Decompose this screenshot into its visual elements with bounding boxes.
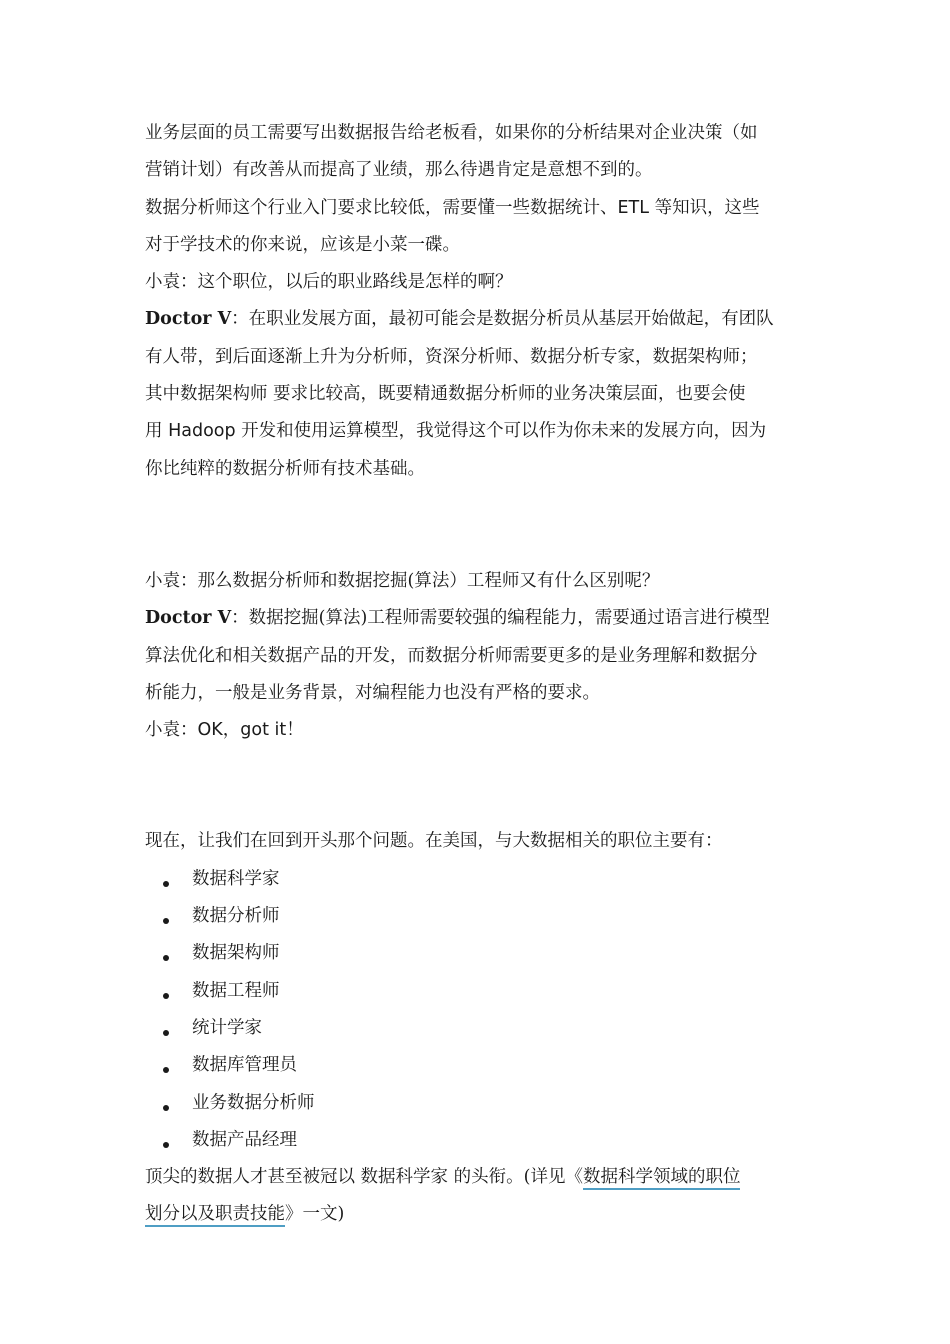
text-line: ：数据挖掘(算法)工程师需要较强的编程能力，需要通过语言进行模型 bbox=[231, 608, 770, 629]
text-hadoop: Hadoop bbox=[168, 421, 236, 442]
text-line: 小袁：这个职位，以后的职业路线是怎样的啊？ bbox=[145, 272, 513, 293]
text-line: 用 bbox=[145, 421, 169, 442]
list-item bbox=[145, 898, 815, 935]
text-line: 析能力，一般是业务背景，对编程能力也没有严格的要求。 bbox=[145, 682, 600, 703]
text-line: 开发和使用运算模型，我觉得这个可以作为你未来的发展方向，因为 bbox=[235, 421, 767, 442]
list-item bbox=[145, 1122, 815, 1159]
paragraph-intro bbox=[145, 823, 815, 860]
bullet-icon bbox=[163, 955, 169, 961]
list-item-label: 统计学家 bbox=[192, 1017, 262, 1038]
article-link-continued[interactable]: 划分以及职责技能 bbox=[145, 1204, 285, 1227]
text-line: 数据分析师这个行业入门要求比较低，需要懂一些数据统计、 bbox=[145, 197, 618, 218]
spacer bbox=[145, 488, 815, 563]
text-line: ：在职业发展方面，最初可能会是数据分析员从基层开始做起，有团队 bbox=[231, 309, 774, 330]
text-line: 小袁： bbox=[145, 720, 198, 741]
list-item-label: 数据架构师 bbox=[192, 943, 280, 964]
text-line: 等知识，这些 bbox=[649, 197, 760, 218]
text-line: 营销计划）有改善从而提高了业绩，那么待遇肯定是意想不到的。 bbox=[145, 160, 653, 181]
speaker-doctor-v: Doctor V bbox=[145, 608, 232, 629]
list-item-label: 数据工程师 bbox=[192, 980, 280, 1001]
speaker-doctor-v: Doctor V bbox=[145, 309, 232, 330]
list-item bbox=[145, 1047, 815, 1084]
text-line: 》一文) bbox=[285, 1204, 345, 1225]
text-line: 你比纯粹的数据分析师有技术基础。 bbox=[145, 458, 425, 479]
answer-career-path bbox=[145, 301, 815, 487]
bullet-icon bbox=[163, 1030, 169, 1036]
bullet-icon bbox=[163, 918, 169, 924]
paragraph-salary bbox=[145, 115, 815, 190]
text-line: 算法优化和相关数据产品的开发，而数据分析师需要更多的是业务理解和数据分 bbox=[145, 645, 758, 666]
text-line: 有人带，到后面逐渐上升为分析师，资深分析师、数据分析专家，数据架构师； bbox=[145, 346, 758, 367]
text-line: 顶尖的数据人才甚至被冠以 数据科学家 的头衔。(详见《 bbox=[145, 1167, 583, 1188]
text-line: 对于学技术的你来说，应该是小菜一碟。 bbox=[145, 234, 460, 255]
bullet-icon bbox=[163, 993, 169, 999]
list-item-label: 数据库管理员 bbox=[192, 1055, 297, 1076]
text-line: 业务层面的员工需要写出数据报告给老板看，如果你的分析结果对企业决策（如 bbox=[145, 123, 758, 143]
question-career-path bbox=[145, 264, 815, 301]
question-difference bbox=[145, 563, 815, 600]
text-etl: ETL bbox=[617, 197, 649, 218]
list-item bbox=[145, 1085, 815, 1122]
text-line: 小袁：那么数据分析师和数据挖掘(算法）工程师又有什么区别呢？ bbox=[145, 570, 660, 591]
list-item bbox=[145, 935, 815, 972]
list-item bbox=[145, 973, 815, 1010]
list-item-label: 数据产品经理 bbox=[192, 1129, 297, 1150]
text-line: 其中数据架构师 要求比较高，既要精通数据分析师的业务决策层面，也要会使 bbox=[145, 384, 746, 405]
spacer bbox=[145, 749, 815, 823]
text-line: 现在，让我们在回到开头那个问题。在美国，与大数据相关的职位主要有： bbox=[145, 831, 723, 852]
list-item bbox=[145, 861, 815, 898]
paragraph-outro bbox=[145, 1159, 815, 1234]
text-ok-got-it: OK，got it！ bbox=[197, 720, 304, 741]
paragraph-entry-requirements bbox=[145, 190, 815, 265]
bullet-icon bbox=[163, 881, 169, 887]
document-page bbox=[145, 115, 815, 1234]
job-title-list bbox=[145, 861, 815, 1159]
answer-difference bbox=[145, 600, 815, 712]
list-item bbox=[145, 1010, 815, 1047]
bullet-icon bbox=[163, 1067, 169, 1073]
article-link[interactable]: 数据科学领域的职位 bbox=[583, 1167, 741, 1190]
list-item-label: 业务数据分析师 bbox=[192, 1092, 315, 1113]
reply-ok bbox=[145, 712, 815, 749]
list-item-label: 数据科学家 bbox=[192, 868, 280, 889]
bullet-icon bbox=[163, 1142, 169, 1148]
list-item-label: 数据分析师 bbox=[192, 906, 280, 927]
bullet-icon bbox=[163, 1105, 169, 1111]
